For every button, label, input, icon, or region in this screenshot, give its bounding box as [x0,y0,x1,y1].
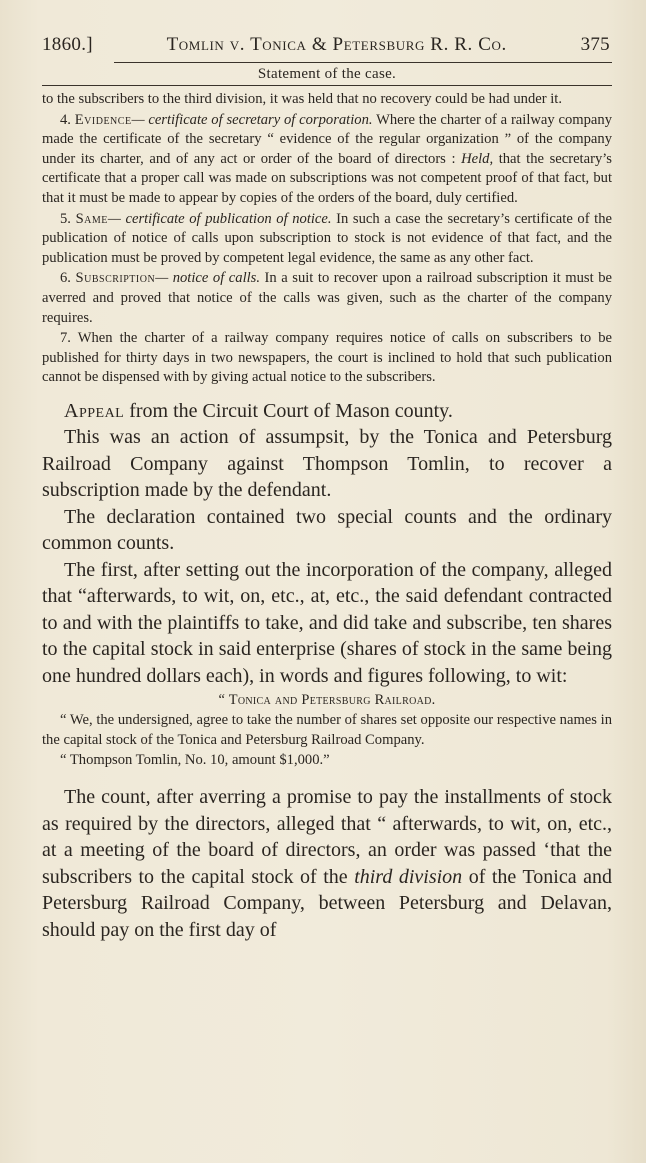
appeal-rest: from the Circuit Court of Mason county. [124,399,453,422]
headnote-6-lead: Subscription [75,270,156,287]
page-number: 375 [580,34,610,55]
headnote-6-topic: — notice of calls. [155,270,261,287]
section-subtitle: Statement of the case. [257,66,397,82]
headnote-4-number: 4. [60,111,71,128]
appeal-line [42,398,612,425]
headnote-6 [42,269,612,328]
subscription-heading: “ Tonica and Petersburg Railroad. [218,692,436,709]
headnote-7: 7. When the charter of a railway company requires notice of calls on subscribers to be published for thirty days in two newspapers, the court is inclined to hold that such publication cannot be dispensed with by giving actual notice to the subscribers. [42,330,612,386]
subscription-signature: “ Thompson Tomlin, No. 10, amount $1,000.” [60,751,330,768]
headnote-continuation: to the subscribers to the third division, it was held that no recovery could be had under it. [42,91,562,107]
appeal-lead: Appeal [64,399,125,422]
paragraph-4-text-b: of the Tonica and Petersburg Railroad Company, between Petersburg and Delavan, should pay on the first day of [42,865,612,941]
headnote-5 [42,210,612,269]
headnote-5-lead: Same [75,210,108,227]
running-head [42,34,612,56]
headnote-4-text-b: that the secretary’s certificate that a proper call was made on subscriptions was not competent proof of that fact, but that it must be made to appear by copies of the orders of the board, duly certified. [42,150,612,206]
statement-paragraph-3: The first, after setting out the incorporation of the company, alleged that “afterwards, to wit, on, etc., at, etc., the said defendant contracted to and with the plaintiffs to take, and did take and subscribe, ten shares to the capital stock in said enterprise (shares of stock in the same being one hundred dollars each), in words and figures following, to wit: [42,558,612,687]
headnote-5-topic: — certificate of publication of notice. [107,210,332,227]
subtitle-rule [42,85,612,86]
header-rule [114,62,612,63]
headnote-5-number: 5. [60,210,71,227]
statement-paragraph-2: The declaration contained two special counts and the ordinary common counts. [42,505,612,555]
headnote-4-lead: Evidence [74,111,132,128]
headnote-4 [42,111,612,209]
paragraph-4-italic: third division [354,865,463,888]
headnote-5-text: In such a case the secretary’s certificate of the publication of notice of calls upon subscription to stock is not evidence of that fact, and the publication must be proved by competent legal evidence, the same as any other fact. [42,210,612,266]
header-year: 1860.] [42,34,93,55]
headnote-4-topic: — certificate of secretary of corporation. [131,111,373,128]
statement-paragraph-1: This was an action of assumpsit, by the Tonica and Petersburg Railroad Company against Thompson Tomlin, to recover a subscription made by the defendant. [42,426,612,502]
header-case-title: Tomlin v. Tonica & Petersburg R. R. Co. [166,34,507,55]
headnote-4-held: Held, [461,150,494,167]
statement-paragraph-4 [42,784,612,943]
headnote-4-text-a: Where the charter of a railway company made the certificate of the secretary “ evidence of the regular organization ” of the company under its charter, and of any act or order of the board of directors : [42,111,612,167]
subscription-body: “ We, the undersigned, agree to take the number of shares set opposite our respective names in the capital stock of the Tonica and Petersburg Railroad Company. [42,712,612,748]
headnote-6-text: In a suit to recover upon a railroad subscription it must be averred and proved that notice of the calls was given, such as the charter of the company requires. [42,270,612,326]
paragraph-4-text-a: The count, after averring a promise to pay the installments of stock as required by the directors, alleged that “ afterwards, to wit, on, etc., at a meeting of the board of directors, an order was passed ‘that the subscribers to the capital stock of the [42,786,612,888]
headnote-6-number: 6. [60,270,71,287]
